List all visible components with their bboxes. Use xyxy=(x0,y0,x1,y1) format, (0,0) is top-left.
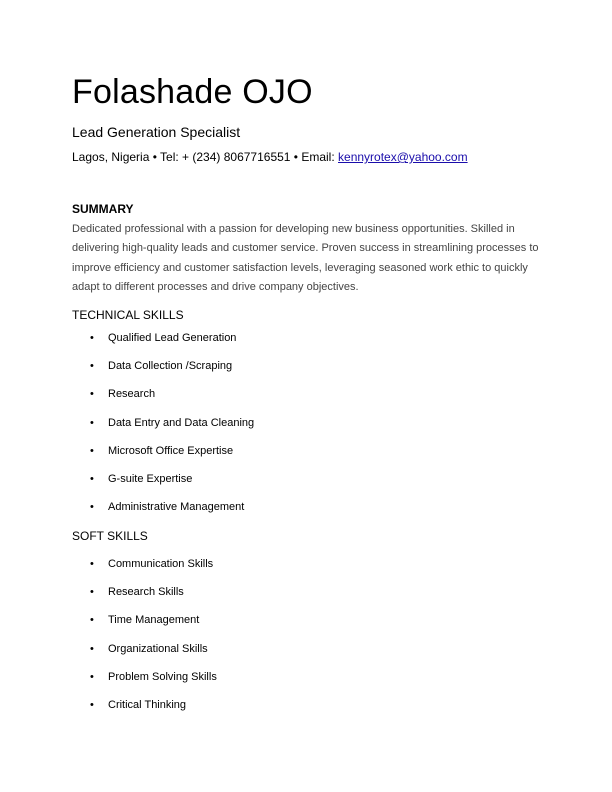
skill-label: Data Entry and Data Cleaning xyxy=(108,416,255,429)
contact-details: Lagos, Nigeria • Tel: + (234) 8067716551 • Email: xyxy=(72,150,339,164)
bullet-icon: • xyxy=(90,586,94,599)
bullet-icon: • xyxy=(90,614,94,627)
skill-label: Organizational Skills xyxy=(108,642,208,655)
skill-label: Time Management xyxy=(108,614,200,627)
bullet-icon: • xyxy=(90,472,94,485)
skill-label: Critical Thinking xyxy=(108,698,187,711)
skill-label: G-suite Expertise xyxy=(108,472,193,485)
bullet-icon: • xyxy=(90,388,94,401)
skill-label: Problem Solving Skills xyxy=(108,670,217,683)
bullet-icon: • xyxy=(90,360,94,373)
email-link[interactable]: kennyrotex@yahoo.com xyxy=(338,150,468,164)
bullet-icon: • xyxy=(90,698,94,711)
bullet-icon: • xyxy=(90,501,94,514)
skill-label: Microsoft Office Expertise xyxy=(108,444,234,457)
bullet-icon: • xyxy=(90,416,94,429)
skill-label: Qualified Lead Generation xyxy=(108,332,237,344)
job-title: Lead Generation Specialist xyxy=(72,124,241,140)
bullet-icon: • xyxy=(90,332,94,344)
bullet-icon: • xyxy=(90,670,94,683)
bullet-icon: • xyxy=(90,444,94,457)
skill-label: Research xyxy=(108,388,156,401)
skill-label: Research Skills xyxy=(108,586,184,599)
candidate-name: Folashade OJO xyxy=(72,73,313,111)
skill-label: Administrative Management xyxy=(108,501,245,514)
summary-paragraph: Dedicated professional with a passion for developing new business opportunities. Skilled in delivering high-quality leads and customer service. Proven success in streamlining processes to improve efficiency and customer satisfaction levels, leveraging seasoned work ethic to quickly adapt to different processes and drive company objectives. xyxy=(72,223,539,293)
skill-label: Communication Skills xyxy=(108,558,214,570)
soft-skills-heading: SOFT SKILLS xyxy=(72,529,148,543)
technical-skills-heading: TECHNICAL SKILLS xyxy=(72,308,184,322)
summary-heading: SUMMARY xyxy=(72,202,134,216)
bullet-icon: • xyxy=(90,642,94,655)
skill-label: Data Collection /Scraping xyxy=(108,360,233,373)
contact-line xyxy=(72,149,468,165)
bullet-icon: • xyxy=(90,558,94,570)
